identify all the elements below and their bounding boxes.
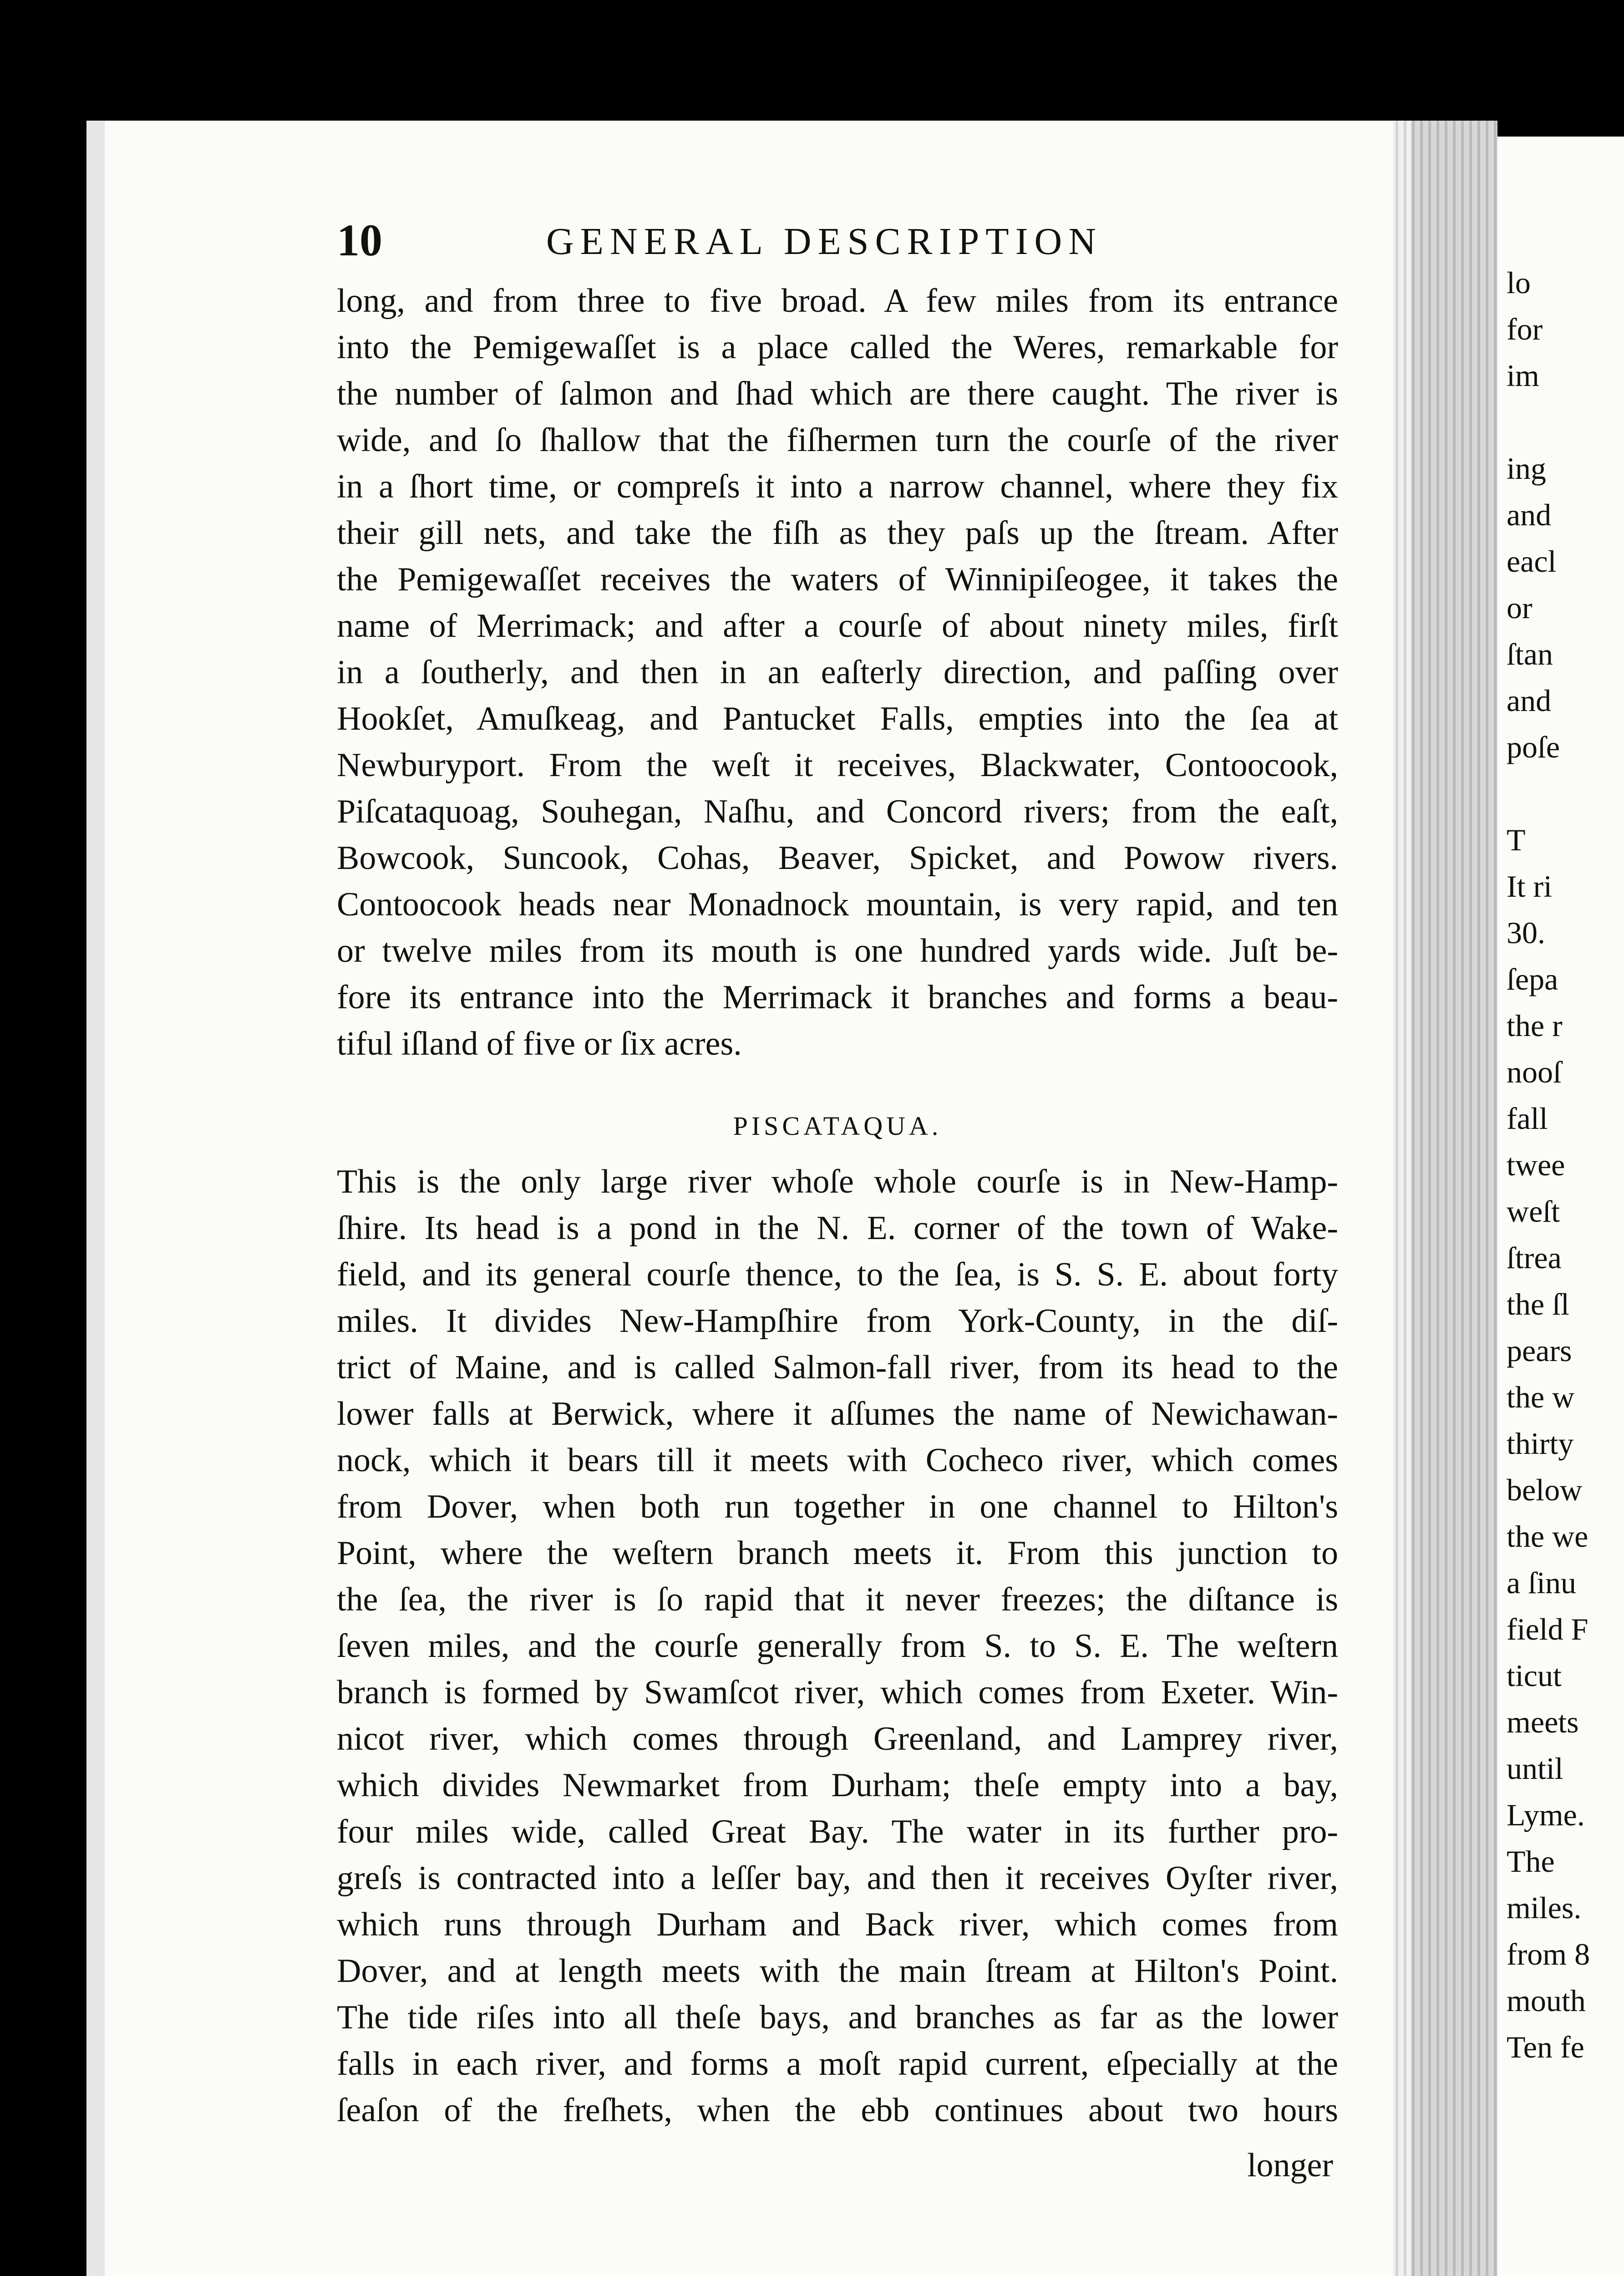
facing-line: ſtrea [1507, 1240, 1562, 1275]
text-line: Newburyport. From the weſt it receives, Blackwater, Contoocook, [337, 747, 1338, 784]
facing-line: for [1507, 312, 1543, 346]
facing-line: ſtan [1507, 637, 1553, 671]
text-line: falls in each river, and forms a moſt rapid current, eſpecially at the [337, 2045, 1338, 2083]
text-line: which runs through Durham and Back river, which comes from [337, 1906, 1338, 1943]
text-line: Bowcook, Suncook, Cohas, Beaver, Spicket, and Powow rivers. [337, 839, 1338, 877]
facing-line: ſepa [1507, 962, 1558, 996]
facing-line: mouth [1507, 1983, 1586, 2018]
text-line: fore its entrance into the Merrimack it branches and forms a beau- [337, 979, 1338, 1016]
text-line: the ſea, the river is ſo rapid that it never freezes; the diſtance is [337, 1581, 1338, 1618]
facing-line: and [1507, 498, 1552, 532]
facing-line: 30. [1507, 915, 1545, 950]
text-line: tiful iſland of five or ſix acres. [337, 1025, 742, 1062]
facing-line: weſt [1507, 1194, 1560, 1229]
facing-line: pears [1507, 1333, 1572, 1368]
page-header [337, 214, 1384, 273]
text-line: ſhire. Its head is a pond in the N. E. corner of the town of Wake- [337, 1209, 1338, 1247]
text-line: the number of ſalmon and ſhad which are there caught. The river is [337, 375, 1338, 412]
facing-line: field F [1507, 1612, 1588, 1646]
text-line: the Pemigewaſſet receives the waters of Winnipiſeogee, it takes the [337, 561, 1338, 598]
text-line: field, and its general courſe thence, to the ſea, is S. S. E. about forty [337, 1256, 1338, 1293]
text-line: Contoocook heads near Monadnock mountain, is very rapid, and ten [337, 886, 1338, 923]
facing-line [1507, 770, 1590, 817]
section-heading: PISCATAQUA. [733, 1111, 942, 1141]
facing-line: nooſ [1507, 1055, 1562, 1089]
facing-line: ing [1507, 451, 1546, 486]
facing-line: Ten fe [1507, 2030, 1584, 2064]
facing-line: lo [1507, 265, 1531, 300]
page-number: 10 [337, 215, 382, 265]
facing-page-lines [1507, 259, 1590, 2070]
text-line: ſeaſon of the freſhets, when the ebb continues about two hours [337, 2092, 1338, 2129]
facing-line: the w [1507, 1380, 1575, 1414]
facing-line [1507, 399, 1590, 445]
text-line: into the Pemigewaſſet is a place called the Weres, remarkable for [337, 329, 1338, 366]
facing-line: fall [1507, 1101, 1548, 1136]
text-line: nock, which it bears till it meets with Cocheco river, which comes [337, 1442, 1338, 1479]
text-line: name of Merrimack; and after a courſe of about ninety miles, firſt [337, 607, 1338, 645]
facing-line: a ſinu [1507, 1565, 1576, 1600]
facing-line: poſe [1507, 730, 1560, 764]
facing-line: from 8 [1507, 1937, 1590, 1971]
text-line: their gill nets, and take the fiſh as they paſs up the ſtream. After [337, 514, 1338, 552]
text-line: branch is formed by Swamſcot river, which comes from Exeter. Win- [337, 1674, 1338, 1711]
text-line: Dover, and at length meets with the main ſtream at Hilton's Point. [337, 1952, 1338, 1990]
running-head: GENERAL DESCRIPTION [546, 220, 1102, 263]
text-line: This is the only large river whoſe whole courſe is in New-Hamp- [337, 1163, 1338, 1200]
facing-line: ticut [1507, 1658, 1562, 1693]
facing-line: twee [1507, 1148, 1565, 1182]
text-line: Point, where the weſtern branch meets it. From this junction to [337, 1534, 1338, 1572]
text-line: or twelve miles from its mouth is one hundred yards wide. Juſt be- [337, 932, 1338, 970]
page-gutter [1393, 121, 1497, 2276]
paragraph-piscataqua [337, 1158, 1338, 2134]
text-line: from Dover, when both run together in one channel to Hilton's [337, 1488, 1338, 1525]
facing-line: Lyme. [1507, 1798, 1585, 1832]
text-line: Piſcataquoag, Souhegan, Naſhu, and Concord rivers; from the eaſt, [337, 793, 1338, 830]
text-line: which divides Newmarket from Durham; theſe empty into a bay, [337, 1767, 1338, 1804]
facing-line: or [1507, 590, 1533, 625]
facing-line: miles. [1507, 1890, 1582, 1925]
facing-line: until [1507, 1751, 1563, 1786]
text-line: ſeven miles, and the courſe generally from S. to S. E. The weſtern [337, 1627, 1338, 1665]
facing-page-fragment [1497, 137, 1624, 2276]
text-line: in a ſoutherly, and then in an eaſterly direction, and paſſing over [337, 654, 1338, 691]
text-line: in a ſhort time, or compreſs it into a narrow channel, where they fix [337, 468, 1338, 505]
text-line: greſs is contracted into a leſſer bay, and then it receives Oyſter river, [337, 1859, 1338, 1897]
facing-line: the we [1507, 1519, 1588, 1554]
facing-line: T [1507, 823, 1526, 857]
text-line: lower falls at Berwick, where it aſſumes the name of Newichawan- [337, 1395, 1338, 1433]
facing-line: and [1507, 683, 1552, 718]
text-line: trict of Maine, and is called Salmon-fall river, from its head to the [337, 1349, 1338, 1386]
facing-line: below [1507, 1473, 1583, 1507]
paragraph-merrimack [337, 278, 1338, 1067]
facing-line: the ſl [1507, 1287, 1569, 1321]
catchword: longer [1247, 2147, 1334, 2184]
facing-line: the r [1507, 1008, 1563, 1043]
facing-line: eacl [1507, 544, 1557, 579]
text-line: long, and from three to five broad. A few miles from its entrance [337, 282, 1338, 320]
text-line: Hookſet, Amuſkeag, and Pantucket Falls, empties into the ſea at [337, 700, 1338, 737]
text-line: wide, and ſo ſhallow that the fiſhermen turn the courſe of the river [337, 422, 1338, 459]
facing-line: The [1507, 1844, 1555, 1879]
facing-line: thirty [1507, 1426, 1574, 1461]
facing-line: meets [1507, 1705, 1579, 1739]
text-line: miles. It divides New-Hampſhire from York-County, in the diſ- [337, 1302, 1338, 1340]
text-line: nicot river, which comes through Greenland, and Lamprey river, [337, 1720, 1338, 1758]
facing-line: im [1507, 358, 1539, 393]
text-line: The tide riſes into all theſe bays, and branches as far as the lower [337, 1999, 1338, 2036]
text-line: four miles wide, called Great Bay. The water in its further pro- [337, 1813, 1338, 1850]
facing-line: It ri [1507, 869, 1553, 904]
